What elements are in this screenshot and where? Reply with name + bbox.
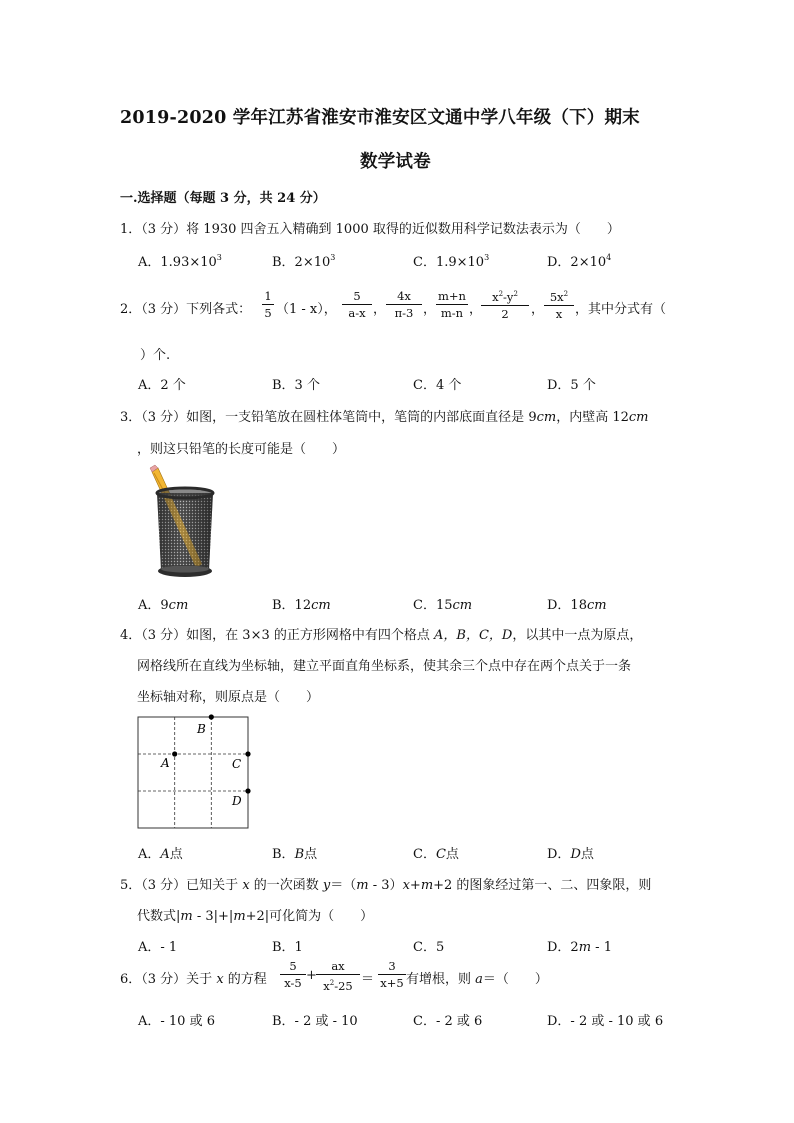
q2-option-a: A．2 个 <box>138 378 186 393</box>
label-d: D <box>232 794 242 808</box>
question-6-prefix: 6．（3 分）关于 x 的方程 <box>120 972 267 987</box>
point-d <box>245 788 250 793</box>
question-2-line-2: ）个. <box>140 348 171 363</box>
q3-option-b: B．12cm <box>272 598 331 613</box>
pencil-cup-image <box>140 464 220 582</box>
q3-option-d: D．18cm <box>547 598 607 613</box>
q6-option-b: B．- 2 或 - 10 <box>272 1014 358 1029</box>
q2-option-d: D．5 个 <box>547 378 596 393</box>
q3-option-a: A．9cm <box>138 598 189 613</box>
q2-comma-4: ， <box>531 302 545 317</box>
point-b <box>209 714 214 719</box>
q2-comma-3: ， <box>469 302 483 317</box>
q2-fraction-6: $\frac{5x^2}{x}$ <box>544 288 574 321</box>
question-4-line-2: 网格线所在直线为坐标轴，建立平面直角坐标系，使其余三个点中存在两个点关于一条 <box>137 659 632 674</box>
q6-equals: ＝ <box>361 972 375 987</box>
q2-comma-1: ， <box>373 302 387 317</box>
question-3-line-2: ，则这只铅笔的长度可能是（ ） <box>137 442 346 457</box>
q2-option-c: C．4 个 <box>413 378 462 393</box>
q5-option-d: D．2m - 1 <box>547 940 612 955</box>
q6-option-a: A．- 10 或 6 <box>138 1014 215 1029</box>
question-4-line-1: 4．（3 分）如图，在 3×3 的正方形网格中有四个格点 A，B，C，D，以其中一点为原点， <box>120 628 643 643</box>
q2-option-b: B．3 个 <box>272 378 320 393</box>
q1-option-d: D．$2\times 10^4$ <box>547 253 612 270</box>
question-2-suffix: ，其中分式有（ <box>575 302 667 317</box>
title-line-2: 数学试卷 <box>360 152 431 172</box>
question-5-line-2: 代数式|m - 3|+|m+2|可化简为（ ） <box>137 909 374 924</box>
q1-option-c: C．$1.9\times 10^3$ <box>413 253 490 270</box>
question-6-suffix: 有增根，则 a＝（ ） <box>406 972 548 987</box>
point-a <box>172 751 177 756</box>
q5-option-c: C．5 <box>413 940 445 955</box>
q6-fraction-3: $\frac{3}{x+5}$ <box>378 960 406 990</box>
label-b: B <box>197 722 206 736</box>
q6-option-c: C．- 2 或 6 <box>413 1014 483 1029</box>
q3-option-c: C．15cm <box>413 598 473 613</box>
q4-option-a: A．A点 <box>138 847 183 862</box>
question-4-line-3: 坐标轴对称，则原点是（ ） <box>137 690 320 705</box>
q5-option-a: A．- 1 <box>138 940 178 955</box>
q1-option-b: B．$2\times 10^3$ <box>272 253 336 270</box>
q2-comma-2: ， <box>423 302 437 317</box>
q6-plus: + <box>306 968 317 983</box>
q2-fraction-4: $\frac{m+n}{m-n}$ <box>436 290 468 320</box>
question-2-prefix: 2．（3 分）下列各式： <box>120 302 252 317</box>
q4-option-b: B．B点 <box>272 847 318 862</box>
title-line-1: 2019-2020 学年江苏省淮安市淮安区文通中学八年级（下）期末 <box>120 108 640 128</box>
section-heading: 一.选择题（每题 3 分，共 24 分） <box>120 191 326 206</box>
question-1-stem: 1．（3 分）将 1930 四舍五入精确到 1000 取得的近似数用科学记数法表示为（ ） <box>120 222 620 237</box>
q2-fraction-5: $\frac{x^2-y^2}{2}$ <box>481 288 529 321</box>
question-5-line-1: 5．（3 分）已知关于 x 的一次函数 y＝（m - 3）x+m+2 的图象经过第一、二、四象限，则 <box>120 878 652 893</box>
q4-option-c: C．C点 <box>413 847 459 862</box>
q4-option-d: D．D点 <box>547 847 594 862</box>
q2-fraction-1-tail: （1 - x）， <box>276 302 337 317</box>
q2-fraction-1: $\frac{1}{5}$ <box>262 290 274 320</box>
q5-option-b: B．1 <box>272 940 303 955</box>
point-c <box>245 751 250 756</box>
label-c: C <box>232 757 242 771</box>
q6-fraction-2: $\frac{ax}{x^2-25}$ <box>316 960 360 993</box>
q6-option-d: D．- 2 或 - 10 或 6 <box>547 1014 664 1029</box>
label-a: A <box>161 756 170 770</box>
q6-fraction-1: $\frac{5}{x-5}$ <box>280 960 306 990</box>
question-3-line-1: 3．（3 分）如图，一支铅笔放在圆柱体笔筒中，笔筒的内部底面直径是 9cm，内壁高 12cm <box>120 410 649 425</box>
grid-diagram <box>136 712 256 834</box>
q1-option-a: A．$1.93\times 10^3$ <box>138 253 222 270</box>
q2-fraction-2: $\frac{5}{a-x}$ <box>342 290 372 320</box>
q2-fraction-3: $\frac{4x}{\pi-3}$ <box>386 290 422 320</box>
